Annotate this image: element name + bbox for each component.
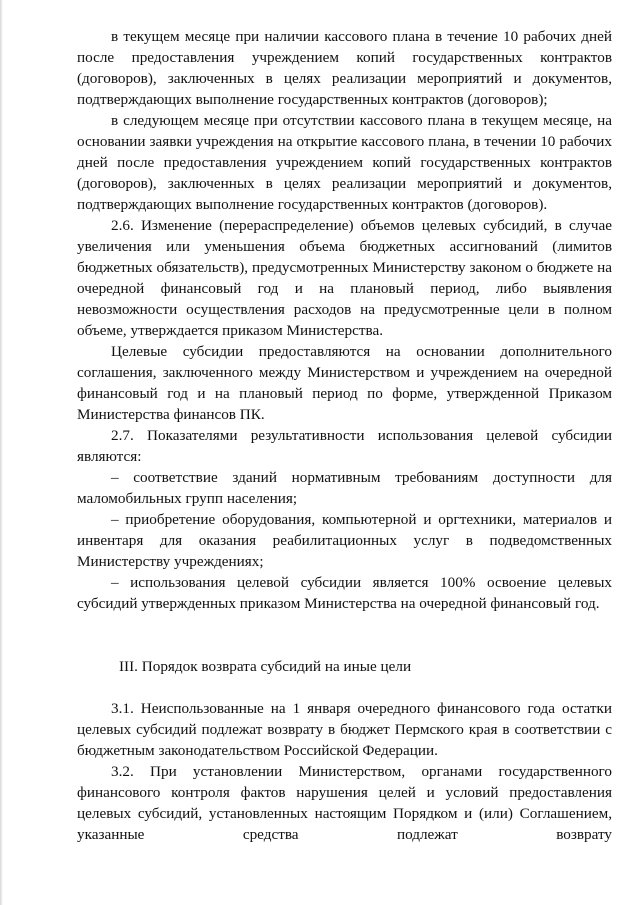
paragraph-3-2: 3.2. При установлении Министерством, органами государственного финансового контроля фактов нарушения целей и условий предоставления целевых субсидий, установленных настоящим Порядком и (или) Соглашением, указанные средства подлежат возврату: [77, 763, 612, 843]
section-heading-iii: III. Порядок возврата субсидий на иные цели: [119, 658, 412, 675]
paragraph-2-7: 2.7. Показателями результативности использования целевой субсидии являются:: [77, 427, 612, 465]
paragraph-3-1: 3.1. Неиспользованные на 1 января очередного финансового года остатки целевых субсидий подлежат возврату в бюджет Пермского края в соответствии с бюджетным законодательством Российской Федерации.: [77, 700, 612, 759]
list-item-subsidy-usage: – использования целевой субсидии является 100% освоение целевых субсидий утвержденных приказом Министерства на очередной финансовый год.: [77, 574, 612, 612]
scan-edge-shadow: [0, 0, 3, 905]
list-item-accessibility: – соответствие зданий нормативным требованиям доступности для маломобильных групп населения;: [77, 469, 612, 507]
section-spacer-top: [77, 614, 612, 656]
list-item-equipment: – приобретение оборудования, компьютерной и оргтехники, материалов и инвентаря для оказания реабилитационных услуг в подведомственных Министерству учреждениях;: [77, 511, 612, 570]
paragraph-current-month: в текущем месяце при наличии кассового плана в течение 10 рабочих дней после предоставления учреждением копий государственных контрактов (договоров), заключенных в целях реализации мероприятий и документов, подтверждающих выполнение государственных контрактов (договоров);: [77, 28, 612, 108]
paragraph-2-6: 2.6. Изменение (перераспределение) объемов целевых субсидий, в случае увеличения или уменьшения объема бюджетных ассигнований (лимитов бюджетных обязательств), предусмотренных Министерству законом о бюджете на очередной финансовый год и на плановый период, либо выявления невозможности осуществления расходов на предусмотренные цели в полном объеме, утверждается приказом Министерства.: [77, 217, 612, 339]
document-body: [77, 26, 612, 845]
paragraph-subsidy-agreement: Целевые субсидии предоставляются на основании дополнительного соглашения, заключенного между Министерством и учреждением на очередной финансовый год и на плановый период по форме, утвержденной Приказом Министерства финансов ПК.: [77, 343, 612, 423]
section-spacer-bottom: [77, 677, 612, 698]
paragraph-next-month: в следующем месяце при отсутствии кассового плана в текущем месяце, на основании заявки учреждения на открытие кассового плана, в течении 10 рабочих дней после предоставления учреждением копий государственных контрактов (договоров), заключенных в целях реализации мероприятий и документов, подтверждающих выполнение государственных контрактов (договоров).: [77, 112, 612, 213]
